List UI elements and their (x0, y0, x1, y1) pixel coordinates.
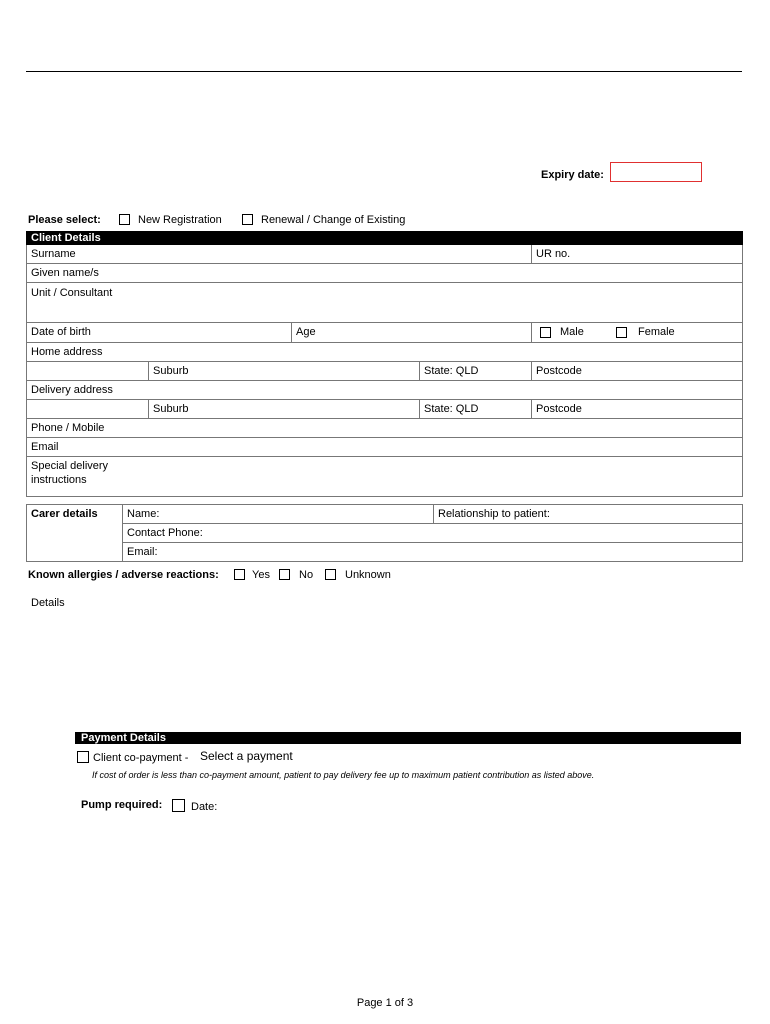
allergies-label: Known allergies / adverse reactions: (28, 569, 219, 581)
copayment-checkbox[interactable] (77, 751, 89, 763)
email-label: Email (31, 441, 59, 453)
payment-select[interactable]: Select a payment (200, 749, 293, 763)
allergies-no-label: No (299, 569, 314, 581)
phone-label: Phone / Mobile (31, 422, 105, 434)
carer-details-table (26, 504, 743, 562)
allergy-details-label: Details (31, 597, 65, 609)
payment-details-header: Payment Details (75, 732, 741, 744)
pump-required-checkbox[interactable] (172, 799, 185, 812)
top-divider (26, 71, 742, 72)
expiry-date-field[interactable] (610, 162, 702, 182)
given-names-field[interactable] (27, 264, 743, 283)
home-suburb-field[interactable] (149, 362, 420, 381)
carer-name-label: Name: (127, 508, 160, 520)
allergies-unknown-checkbox[interactable] (325, 569, 336, 580)
allergies-yes-label: Yes (252, 569, 270, 581)
carer-email-field[interactable] (123, 543, 743, 562)
client-details-table (26, 231, 743, 497)
given-names-label: Given name/s (31, 267, 99, 279)
allergies-yes-checkbox[interactable] (234, 569, 245, 580)
carer-details-label: Carer details (27, 505, 123, 562)
carer-phone-field[interactable] (123, 524, 743, 543)
new-registration-label: New Registration (138, 214, 222, 226)
copayment-label: Client co-payment - (93, 752, 189, 764)
dob-label: Date of birth (31, 326, 91, 338)
ur-no-label: UR no. (536, 248, 571, 260)
male-checkbox[interactable] (540, 327, 551, 338)
home-postcode-label: Postcode (536, 365, 582, 377)
delivery-state-field[interactable] (420, 400, 532, 419)
renewal-checkbox[interactable] (242, 214, 253, 225)
surname-label: Surname (31, 248, 76, 260)
age-label: Age (296, 326, 316, 338)
delivery-suburb-field[interactable] (149, 400, 420, 419)
carer-relationship-field[interactable] (434, 505, 743, 524)
please-select-label: Please select: (28, 214, 101, 226)
dob-field[interactable] (27, 323, 292, 343)
female-checkbox[interactable] (616, 327, 627, 338)
gender-cell (532, 323, 743, 343)
home-address-field[interactable] (27, 343, 743, 362)
page-number: Page 1 of 3 (356, 997, 414, 1009)
pump-required-label: Pump required: (81, 799, 163, 811)
home-postcode-field[interactable] (532, 362, 743, 381)
home-state-field[interactable] (420, 362, 532, 381)
female-label: Female (638, 326, 675, 338)
delivery-address-field[interactable] (27, 381, 743, 400)
male-label: Male (560, 326, 584, 338)
carer-email-label: Email: (127, 546, 158, 558)
phone-field[interactable] (27, 419, 743, 438)
carer-relationship-label: Relationship to patient: (438, 508, 550, 520)
client-details-header: Client Details (27, 232, 743, 245)
surname-field[interactable] (27, 245, 532, 264)
carer-name-field[interactable] (123, 505, 434, 524)
ur-no-field[interactable] (532, 245, 743, 264)
unit-consultant-field[interactable] (27, 283, 743, 323)
new-registration-checkbox[interactable] (119, 214, 130, 225)
delivery-state-label: State: QLD (424, 403, 479, 415)
age-field[interactable] (292, 323, 532, 343)
special-delivery-label-1: Special delivery (31, 460, 109, 472)
delivery-address-label: Delivery address (31, 384, 113, 396)
unit-consultant-label: Unit / Consultant (31, 287, 113, 299)
home-address-label: Home address (31, 346, 103, 358)
delivery-postcode-field[interactable] (532, 400, 743, 419)
special-delivery-label-2: instructions (31, 474, 87, 486)
delivery-suburb-label: Suburb (153, 403, 189, 415)
delivery-postcode-label: Postcode (536, 403, 582, 415)
copayment-note: If cost of order is less than co-payment amount, patient to pay delivery fee up to maximum patient contribution as listed above. (92, 770, 595, 780)
expiry-date-label: Expiry date: (541, 169, 604, 181)
carer-phone-label: Contact Phone: (127, 527, 203, 539)
allergies-unknown-label: Unknown (345, 569, 391, 581)
pump-date-label: Date: (191, 801, 218, 813)
home-suburb-label: Suburb (153, 365, 189, 377)
home-state-label: State: QLD (424, 365, 479, 377)
renewal-label: Renewal / Change of Existing (261, 214, 406, 226)
allergies-no-checkbox[interactable] (279, 569, 290, 580)
special-delivery-field[interactable] (27, 457, 743, 497)
email-field[interactable] (27, 438, 743, 457)
